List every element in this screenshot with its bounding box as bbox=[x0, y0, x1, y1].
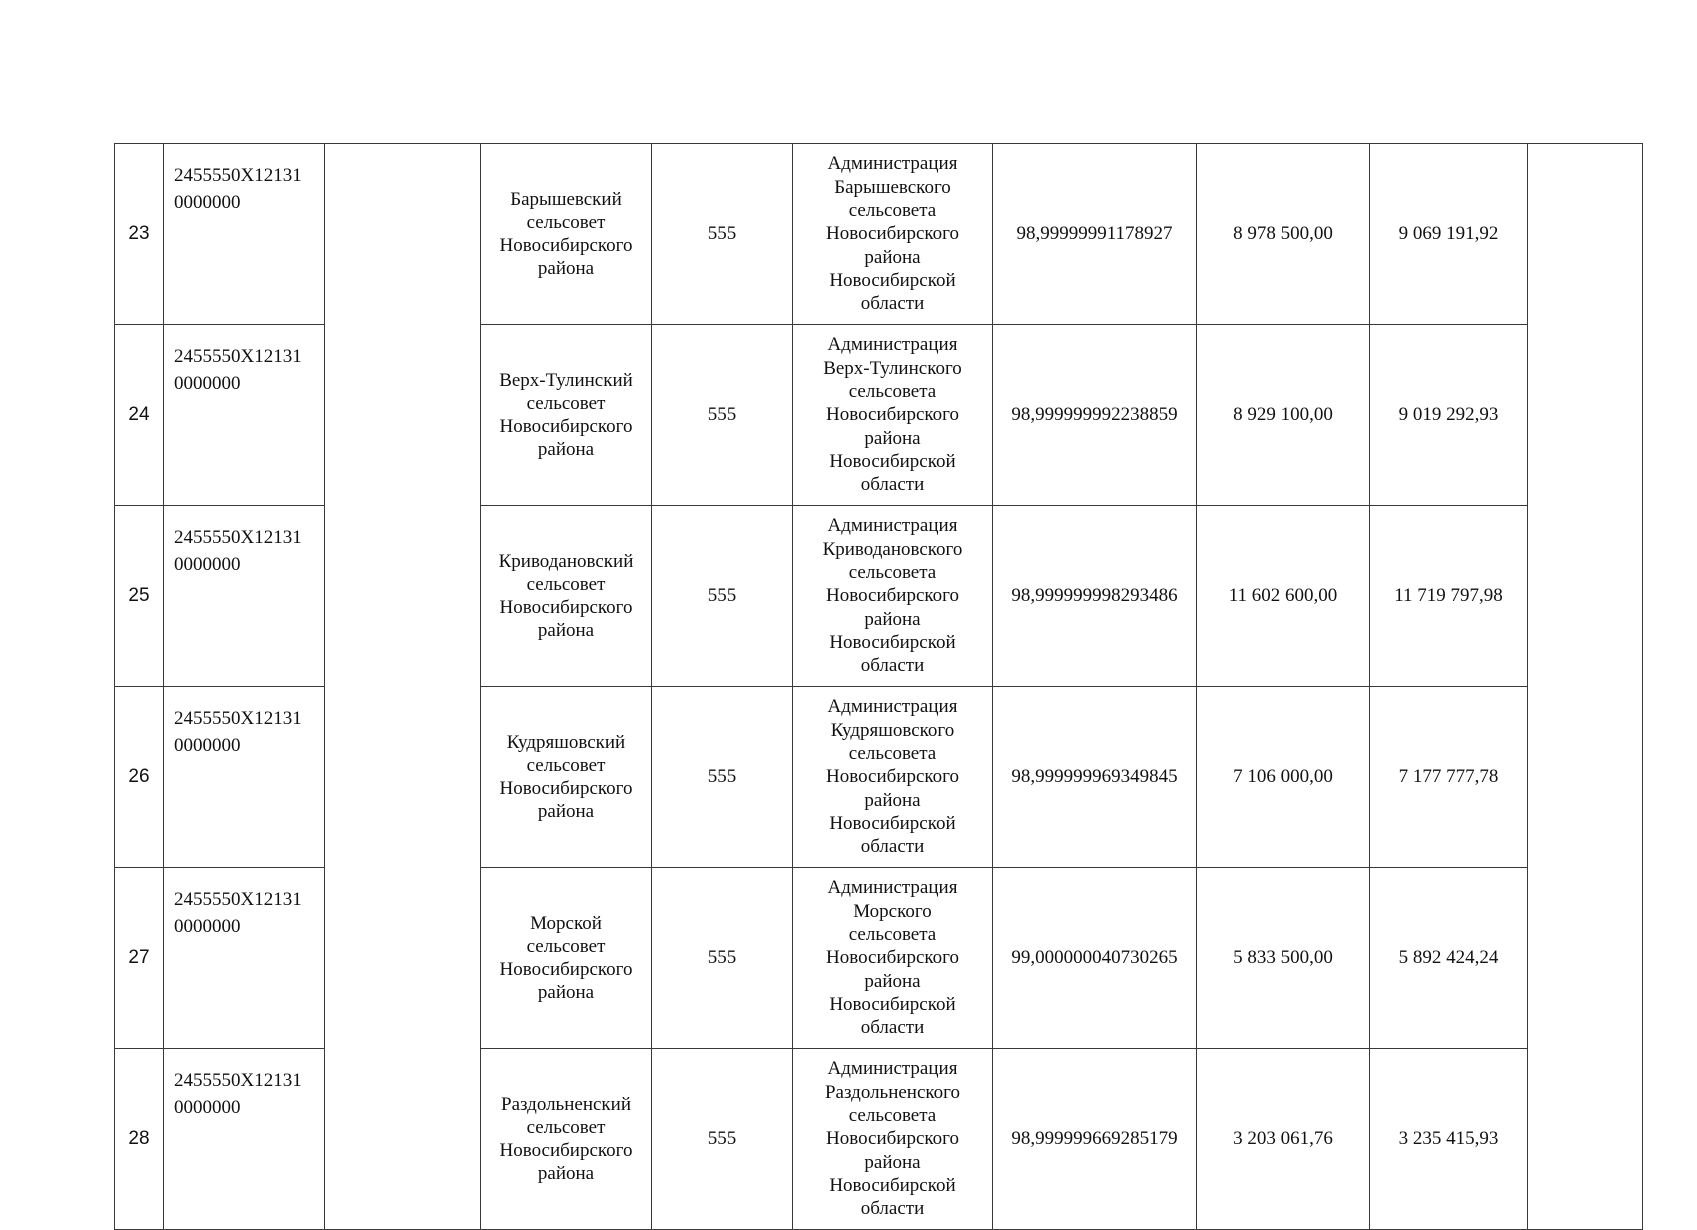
administration-line: Новосибирской bbox=[829, 269, 956, 291]
administration-line: Новосибирской bbox=[829, 631, 956, 653]
administration-line: района bbox=[864, 970, 921, 992]
settlement-line: сельсовет bbox=[526, 1116, 606, 1138]
empty-cell bbox=[325, 144, 481, 325]
administration-line: района bbox=[864, 427, 921, 449]
classification-code-cell bbox=[164, 325, 325, 506]
administration-line: области bbox=[860, 293, 925, 315]
administration-cell bbox=[793, 868, 993, 1049]
empty-cell bbox=[1528, 506, 1643, 687]
empty-cell bbox=[325, 325, 481, 506]
settlement-line: сельсовет bbox=[526, 573, 606, 595]
empty-cell bbox=[1528, 325, 1643, 506]
administration-cell bbox=[793, 1049, 993, 1230]
settlement-line: Новосибирского bbox=[499, 597, 633, 618]
amount-cell: 5 833 500,00 bbox=[1197, 868, 1370, 1049]
administration-line: Раздольненского bbox=[824, 1081, 960, 1103]
administration-line: области bbox=[860, 1017, 925, 1039]
administration-line: Верх-Тулинского bbox=[823, 357, 962, 379]
total-amount-cell: 9 069 191,92 bbox=[1370, 144, 1528, 325]
settlement-line: Раздольненский bbox=[501, 1093, 631, 1115]
settlement-line: сельсовет bbox=[526, 211, 606, 233]
code-line: 2455550X12131 bbox=[174, 708, 302, 729]
department-code-cell: 555 bbox=[652, 868, 793, 1049]
empty-cell bbox=[1528, 868, 1643, 1049]
table-row bbox=[115, 1049, 1643, 1230]
administration-line: Новосибирского bbox=[826, 585, 959, 607]
row-number-cell: 24 bbox=[115, 325, 164, 506]
settlement-name-cell bbox=[481, 687, 652, 868]
empty-cell bbox=[1528, 1049, 1643, 1230]
administration-line: Новосибирского bbox=[826, 404, 959, 426]
department-code-cell: 555 bbox=[652, 687, 793, 868]
empty-cell bbox=[1528, 687, 1643, 868]
empty-cell bbox=[1528, 144, 1643, 325]
administration-line: Морского bbox=[853, 900, 932, 922]
code-line: 0000000 bbox=[174, 373, 241, 394]
settlement-line: района bbox=[537, 258, 595, 280]
percent-cell: 98,999999998293486 bbox=[993, 506, 1197, 687]
empty-cell bbox=[325, 868, 481, 1049]
administration-line: района bbox=[864, 789, 921, 811]
administration-line: Криводановского bbox=[822, 538, 963, 560]
table-row bbox=[115, 506, 1643, 687]
administration-line: Новосибирской bbox=[829, 450, 956, 472]
administration-line: Барышевского bbox=[834, 176, 951, 198]
department-code-cell: 555 bbox=[652, 325, 793, 506]
empty-cell bbox=[325, 687, 481, 868]
settlement-line: Новосибирского bbox=[499, 959, 633, 980]
settlement-name-cell bbox=[481, 506, 652, 687]
classification-code-cell bbox=[164, 687, 325, 868]
settlement-line: Морской bbox=[530, 912, 602, 934]
administration-line: Новосибирского bbox=[826, 947, 959, 969]
row-number-cell: 28 bbox=[115, 1049, 164, 1230]
department-code-cell: 555 bbox=[652, 144, 793, 325]
code-line: 2455550X12131 bbox=[174, 165, 302, 186]
administration-line: района bbox=[864, 1151, 921, 1173]
administration-line: района bbox=[864, 246, 921, 268]
administration-cell bbox=[793, 144, 993, 325]
administration-cell bbox=[793, 506, 993, 687]
settlement-name-cell bbox=[481, 325, 652, 506]
administration-line: района bbox=[864, 608, 921, 630]
row-number-cell: 27 bbox=[115, 868, 164, 1049]
administration-line: области bbox=[860, 1198, 925, 1220]
row-number-cell: 25 bbox=[115, 506, 164, 687]
administration-line: Администрация bbox=[827, 334, 958, 356]
settlement-name-cell bbox=[481, 1049, 652, 1230]
settlement-name-cell bbox=[481, 144, 652, 325]
classification-code-cell bbox=[164, 144, 325, 325]
percent-cell: 98,999999669285179 bbox=[993, 1049, 1197, 1230]
total-amount-cell: 11 719 797,98 bbox=[1370, 506, 1528, 687]
code-line: 0000000 bbox=[174, 192, 241, 213]
settlement-line: Новосибирского bbox=[499, 416, 633, 437]
percent-cell: 98,999999992238859 bbox=[993, 325, 1197, 506]
settlement-line: сельсовет bbox=[526, 935, 606, 957]
settlement-line: Барышевский bbox=[510, 188, 622, 210]
table-row bbox=[115, 687, 1643, 868]
code-line: 0000000 bbox=[174, 916, 241, 937]
code-line: 2455550X12131 bbox=[174, 346, 302, 367]
settlement-line: Новосибирского bbox=[499, 235, 633, 256]
settlement-line: Верх-Тулинский bbox=[499, 369, 633, 391]
subsidy-table bbox=[114, 143, 1643, 1230]
classification-code-cell bbox=[164, 506, 325, 687]
row-number-cell: 23 bbox=[115, 144, 164, 325]
table-row bbox=[115, 868, 1643, 1049]
total-amount-cell: 7 177 777,78 bbox=[1370, 687, 1528, 868]
administration-line: Новосибирского bbox=[826, 766, 959, 788]
administration-line: сельсовета bbox=[848, 743, 937, 765]
administration-line: области bbox=[860, 655, 925, 677]
settlement-line: Новосибирского bbox=[499, 778, 633, 799]
amount-cell: 8 978 500,00 bbox=[1197, 144, 1370, 325]
settlement-line: Новосибирского bbox=[499, 1140, 633, 1161]
percent-cell: 98,99999991178927 bbox=[993, 144, 1197, 325]
administration-line: Администрация bbox=[827, 1058, 958, 1080]
administration-line: Кудряшовского bbox=[830, 719, 955, 741]
total-amount-cell: 5 892 424,24 bbox=[1370, 868, 1528, 1049]
total-amount-cell: 3 235 415,93 bbox=[1370, 1049, 1528, 1230]
code-line: 0000000 bbox=[174, 735, 241, 756]
table-row bbox=[115, 325, 1643, 506]
amount-cell: 7 106 000,00 bbox=[1197, 687, 1370, 868]
empty-cell bbox=[325, 506, 481, 687]
amount-cell: 8 929 100,00 bbox=[1197, 325, 1370, 506]
administration-line: Администрация bbox=[827, 515, 958, 537]
administration-line: области bbox=[860, 836, 925, 858]
settlement-line: района bbox=[537, 1163, 595, 1185]
administration-line: сельсовета bbox=[848, 1105, 937, 1127]
settlement-line: сельсовет bbox=[526, 754, 606, 776]
total-amount-cell: 9 019 292,93 bbox=[1370, 325, 1528, 506]
row-number-cell: 26 bbox=[115, 687, 164, 868]
administration-line: Новосибирского bbox=[826, 223, 959, 245]
code-line: 0000000 bbox=[174, 554, 241, 575]
settlement-line: района bbox=[537, 439, 595, 461]
classification-code-cell bbox=[164, 1049, 325, 1230]
settlement-name-cell bbox=[481, 868, 652, 1049]
administration-line: сельсовета bbox=[848, 200, 937, 222]
administration-line: Новосибирской bbox=[829, 1174, 956, 1196]
administration-cell bbox=[793, 325, 993, 506]
classification-code-cell bbox=[164, 868, 325, 1049]
administration-line: сельсовета bbox=[848, 924, 937, 946]
amount-cell: 3 203 061,76 bbox=[1197, 1049, 1370, 1230]
code-line: 0000000 bbox=[174, 1097, 241, 1118]
percent-cell: 98,999999969349845 bbox=[993, 687, 1197, 868]
code-line: 2455550X12131 bbox=[174, 527, 302, 548]
administration-line: сельсовета bbox=[848, 562, 937, 584]
department-code-cell: 555 bbox=[652, 506, 793, 687]
administration-line: Новосибирской bbox=[829, 993, 956, 1015]
administration-line: сельсовета bbox=[848, 381, 937, 403]
administration-line: области bbox=[860, 474, 925, 496]
administration-line: Администрация bbox=[827, 877, 958, 899]
settlement-line: района bbox=[537, 620, 595, 642]
amount-cell: 11 602 600,00 bbox=[1197, 506, 1370, 687]
administration-cell bbox=[793, 687, 993, 868]
table-body bbox=[115, 144, 1643, 1230]
administration-line: Новосибирского bbox=[826, 1128, 959, 1150]
administration-line: Администрация bbox=[827, 696, 958, 718]
settlement-line: Кудряшовский bbox=[506, 731, 626, 753]
settlement-line: сельсовет bbox=[526, 392, 606, 414]
empty-cell bbox=[325, 1049, 481, 1230]
settlement-line: района bbox=[537, 801, 595, 823]
table-row bbox=[115, 144, 1643, 325]
percent-cell: 99,000000040730265 bbox=[993, 868, 1197, 1049]
code-line: 2455550X12131 bbox=[174, 889, 302, 910]
settlement-line: района bbox=[537, 982, 595, 1004]
department-code-cell: 555 bbox=[652, 1049, 793, 1230]
administration-line: Администрация bbox=[827, 153, 958, 175]
administration-line: Новосибирской bbox=[829, 812, 956, 834]
code-line: 2455550X12131 bbox=[174, 1070, 302, 1091]
settlement-line: Криводановский bbox=[498, 550, 634, 572]
